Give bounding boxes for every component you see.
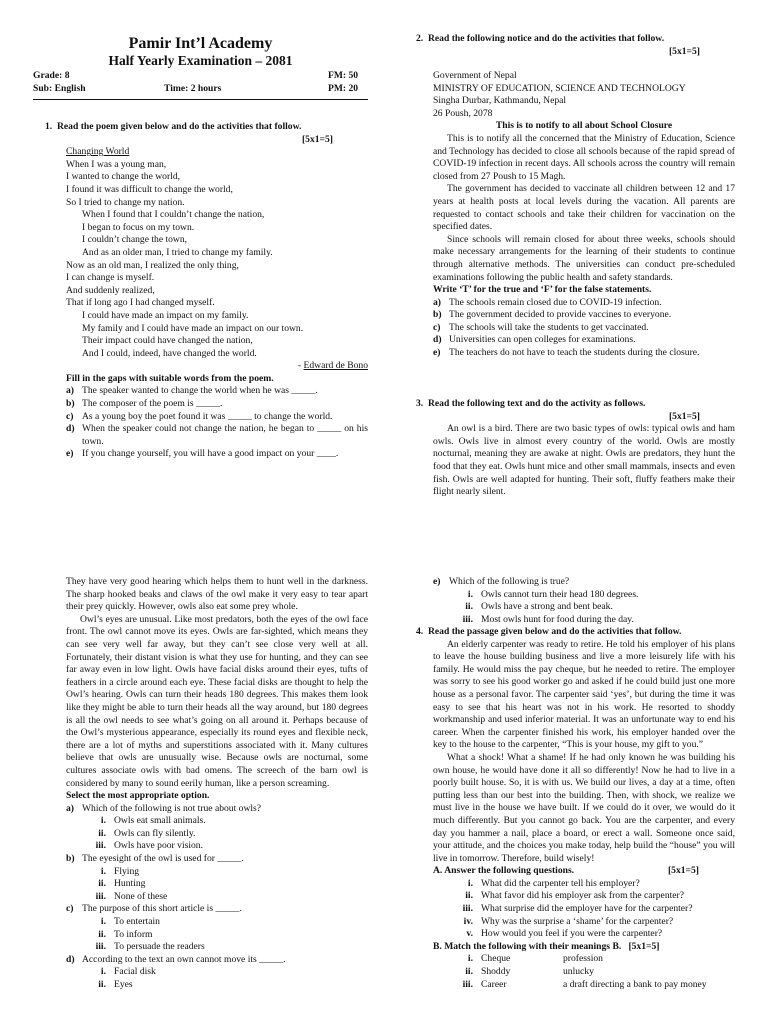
match-word: Career bbox=[481, 978, 507, 990]
option-key: i. bbox=[100, 865, 106, 877]
notice-paragraph: This is to notify all the concerned that the Ministry of Education, Science and Technology has decided to close all schools because of the rapid spread of COVID-19 infection in recent days. All schools across the country will remain closed from 27 Poush to 15 Magh. bbox=[433, 132, 735, 182]
match-row bbox=[433, 953, 735, 966]
list-item bbox=[433, 322, 735, 335]
mcq-option bbox=[66, 929, 368, 942]
poem-stanza-1 bbox=[66, 159, 368, 209]
list-item bbox=[66, 411, 368, 424]
item-text: Which of the following is true? bbox=[449, 576, 570, 587]
list-item bbox=[433, 309, 735, 322]
question-1 bbox=[45, 121, 368, 461]
q2-instruction: Read the following notice and do the activities that follow. bbox=[428, 33, 665, 44]
carpenter-paragraph: An elderly carpenter was ready to retire. He told his employer of his plans to leave the house building business and live a more leisurely life with his family. He would miss the pay cheque, but he needed to retire. The employer was sorry to see his good worker go and asked if he could build just one more house as a personal favor. The carpenter said ‘yes’, but during the time it was easy to see that his heart was not in his work. He resorted to shoddy workmanship and used inferior material. It was an unfortunate way to end his career. When the carpenter finished his work, his employer handed over the key to the house to the carpenter, “This is your house, my gift to you.” bbox=[433, 638, 735, 751]
item-text: The government decided to provide vaccines to everyone. bbox=[449, 309, 672, 321]
poem-line: I could have made an impact on my family. bbox=[82, 309, 249, 321]
poem-line: I wanted to change the world, bbox=[66, 171, 181, 183]
item-text: What surprise did the employer have for the carpenter? bbox=[481, 903, 693, 915]
option-key: iv. bbox=[463, 915, 473, 927]
item-key: b) bbox=[433, 309, 442, 321]
poem-line: Now as an old man, I realized the only thing, bbox=[66, 259, 239, 271]
question-item bbox=[433, 878, 735, 891]
mcq-option bbox=[66, 828, 368, 841]
poem-stanza-4 bbox=[66, 310, 368, 360]
match-word: Shoddy bbox=[481, 966, 511, 978]
section-a-marks: [5x1=5] bbox=[667, 865, 699, 877]
option-key: iii. bbox=[462, 978, 473, 990]
item-key: b) bbox=[66, 398, 75, 410]
item-text: The eyesight of the owl is used for _____. bbox=[82, 853, 244, 865]
item-text: How would you feel if you were the carpenter? bbox=[481, 928, 663, 940]
mcq-question bbox=[66, 853, 368, 866]
option-text: Flying bbox=[114, 865, 140, 877]
option-key: i. bbox=[100, 815, 106, 827]
question-3 bbox=[416, 398, 736, 499]
option-key: iii. bbox=[462, 903, 473, 915]
match-meaning: a draft directing a bank to pay money bbox=[563, 978, 707, 990]
section-b-heading bbox=[433, 941, 735, 954]
item-text: The composer of the poem is _____. bbox=[82, 398, 223, 410]
mcq-question bbox=[433, 576, 735, 589]
section-b-title: B. Match the following with their meanings B. bbox=[433, 940, 622, 952]
q2-number: 2. bbox=[416, 33, 424, 44]
item-text: If you change yourself, you will have a good impact on your ____. bbox=[82, 448, 339, 460]
mcq-option bbox=[433, 589, 735, 602]
poem-line: My family and I could have made an impact on our town. bbox=[82, 322, 304, 334]
gap-fill-instruction: Fill in the gaps with suitable words from the poem. bbox=[66, 372, 274, 384]
list-item bbox=[433, 347, 735, 360]
option-text: Owls cannot turn their head 180 degrees. bbox=[481, 588, 639, 600]
item-key: a) bbox=[433, 296, 441, 308]
notice-org-line: Government of Nepal bbox=[433, 70, 517, 81]
header-divider bbox=[33, 99, 368, 100]
item-text: Why was the surprise a ‘shame’ for the carpenter? bbox=[481, 915, 674, 927]
mcq-option bbox=[66, 891, 368, 904]
mcq-list bbox=[66, 803, 368, 992]
match-word: Cheque bbox=[481, 953, 511, 965]
option-text: Most owls hunt for food during the day. bbox=[481, 613, 634, 625]
question-item bbox=[433, 903, 735, 916]
item-text: According to the text an own cannot move its _____. bbox=[82, 953, 286, 965]
item-text: The speaker wanted to change the world when he was _____. bbox=[82, 385, 318, 397]
item-key: c) bbox=[66, 410, 74, 422]
option-text: To persuade the readers bbox=[114, 941, 205, 953]
full-marks: FM: 50 bbox=[328, 70, 359, 81]
option-key: i. bbox=[100, 916, 106, 928]
option-text: To entertain bbox=[114, 916, 160, 928]
mcq-question bbox=[66, 803, 368, 816]
option-key: ii. bbox=[465, 966, 473, 978]
mcq-option bbox=[66, 941, 368, 954]
option-text: Owls have poor vision. bbox=[114, 840, 203, 852]
carpenter-paragraph: What a shock! What a shame! If he had only known he was building his own house, he would have done it all so differently! Now he had to live in a poorly built house. So, it is with us. We build our lives, a day at a time, often putting less than our best into the building. Then, with shock, we realize we must live in the house we have built. If we could do it over, we would do it much differently. But you cannot go back. You are the carpenter, and every day you hammer a nail, place a board, or erect a wall. Someone once said, your attitude, and the choices you make today, help build the “house” you will live in tomorrow. Therefore, build wisely! bbox=[433, 751, 735, 864]
author-name: Edward de Bono bbox=[303, 360, 368, 372]
exam-title: Half Yearly Examination – 2081 bbox=[108, 53, 293, 68]
list-item bbox=[66, 448, 368, 461]
poem-line: When I was a young man, bbox=[66, 158, 167, 170]
subject: Sub: English bbox=[33, 83, 86, 94]
grade: Grade: 8 bbox=[33, 70, 70, 81]
option-text: None of these bbox=[114, 890, 168, 902]
mcq-option bbox=[66, 878, 368, 891]
item-text: The schools will take the students to get vaccinated. bbox=[449, 321, 649, 333]
q1-instruction: Read the poem given below and do the activities that follow. bbox=[57, 121, 302, 132]
option-key: i. bbox=[467, 953, 473, 965]
mcq-question bbox=[66, 954, 368, 967]
notice-paragraph: Since schools will remain closed for about three weeks, schools should make necessary arrangements for the learning of their students to continue through alternative methods. The universities can conduct pre-scheduled examinations following the public health and safety standards. bbox=[433, 233, 735, 283]
mcq-option bbox=[66, 815, 368, 828]
question-item bbox=[433, 890, 735, 903]
q3-number: 3. bbox=[416, 398, 424, 409]
mcq-instruction: Select the most appropriate option. bbox=[66, 790, 210, 802]
poem-line: That if long ago I had changed myself. bbox=[66, 297, 215, 309]
item-key: d) bbox=[433, 334, 442, 346]
poem-stanza-3 bbox=[66, 260, 368, 310]
item-text: Which of the following is not true about owls? bbox=[82, 802, 262, 814]
section-b-marks: [5x1=5] bbox=[628, 940, 660, 952]
list-item bbox=[433, 297, 735, 310]
poem-line: I can change is myself. bbox=[66, 272, 155, 284]
q3-item-e bbox=[433, 576, 735, 626]
pass-marks: PM: 20 bbox=[328, 83, 359, 94]
mcq-option bbox=[433, 601, 735, 614]
q3-marks: [5x1=5] bbox=[668, 410, 700, 422]
match-row bbox=[433, 966, 735, 979]
item-key: b) bbox=[66, 853, 75, 865]
item-text: The teachers do not have to teach the students during the closure. bbox=[449, 347, 700, 359]
section-a-heading bbox=[433, 865, 735, 878]
option-key: ii. bbox=[465, 601, 473, 613]
question-4 bbox=[416, 626, 736, 991]
q2-marks: [5x1=5] bbox=[668, 45, 700, 57]
option-key: iii. bbox=[95, 941, 106, 953]
mcq-option bbox=[66, 979, 368, 992]
q4-number: 4. bbox=[416, 626, 424, 637]
option-key: i. bbox=[467, 877, 473, 889]
list-item bbox=[66, 385, 368, 398]
poem-line: And I could, indeed, have changed the world. bbox=[82, 347, 257, 359]
time: Time: 2 hours bbox=[164, 83, 222, 94]
q1-marks: [5x1=5] bbox=[301, 133, 333, 145]
section-a-title: A. Answer the following questions. bbox=[433, 865, 575, 877]
owl-paragraph: They have very good hearing which helps them to hunt well in the darkness. The sharp hooked beaks and claws of the owl make it very easy to tear apart their prey quickly. However, owls also eat some prey whole. bbox=[66, 576, 368, 613]
mcq-option bbox=[66, 916, 368, 929]
true-false-instruction: Write ‘T’ for the true and ‘F’ for the false statements. bbox=[433, 284, 652, 296]
item-key: d) bbox=[66, 423, 75, 435]
option-key: ii. bbox=[98, 878, 106, 890]
item-key: c) bbox=[66, 903, 74, 915]
poem-line: So I tried to change my nation. bbox=[66, 196, 185, 208]
item-key: a) bbox=[66, 802, 74, 814]
question-item bbox=[433, 928, 735, 941]
match-row bbox=[433, 979, 735, 992]
list-item bbox=[66, 423, 368, 448]
author-dash: - bbox=[297, 360, 304, 372]
poem-title: Changing World bbox=[66, 146, 130, 158]
option-text: Owls can fly silently. bbox=[114, 827, 196, 839]
option-key: ii. bbox=[465, 890, 473, 902]
school-name: Pamir Int’l Academy bbox=[128, 35, 273, 52]
poem-line: I began to focus on my town. bbox=[82, 221, 195, 233]
poem-stanza-2 bbox=[66, 209, 368, 259]
mcq-option bbox=[66, 966, 368, 979]
poem-line: Their impact could have changed the nation, bbox=[82, 335, 253, 347]
item-key: d) bbox=[66, 953, 75, 965]
q1-number: 1. bbox=[45, 121, 53, 132]
poem-line: I found it was difficult to change the world, bbox=[66, 183, 233, 195]
mcq-option bbox=[433, 614, 735, 627]
item-text: As a young boy the poet found it was _____ to change the world. bbox=[82, 410, 333, 422]
item-text: The schools remain closed due to COVID-19 infection. bbox=[449, 296, 662, 308]
option-key: iii. bbox=[462, 613, 473, 625]
notice-org-line: MINISTRY OF EDUCATION, SCIENCE AND TECHNOLOGY bbox=[433, 82, 686, 94]
notice-title: This is to notify to all about School Closure bbox=[495, 120, 673, 132]
option-text: Facial disk bbox=[114, 966, 156, 978]
match-meaning: unlucky bbox=[563, 966, 594, 978]
item-key: c) bbox=[433, 321, 441, 333]
poem-line: And suddenly realized, bbox=[66, 284, 155, 296]
true-false-list bbox=[433, 297, 735, 360]
owl-paragraph: An owl is a bird. There are two basic types of owls: typical owls and ham owls. Owls live in almost every country of the world. Owls are mostly nocturnal, meaning they are awake at night. Owls are predators, they hunt the food that they eat. Owls hunt mice and other small mammals, insects and even fish. Owls are well adapted for hunting. Their soft, fluffy feathers make their flight nearly silent. bbox=[433, 423, 735, 498]
question-2 bbox=[416, 33, 736, 58]
item-text: What did the carpenter tell his employer? bbox=[481, 877, 640, 889]
option-key: v. bbox=[466, 928, 473, 940]
question-item bbox=[433, 916, 735, 929]
owl-text-continued bbox=[66, 576, 368, 992]
mcq-option bbox=[66, 866, 368, 879]
notice bbox=[433, 70, 735, 360]
poem-line: When I found that I couldn’t change the nation, bbox=[82, 209, 265, 221]
notice-date: 26 Poush, 2078 bbox=[433, 107, 493, 119]
list-item bbox=[66, 398, 368, 411]
poem-line: I couldn’t change the town, bbox=[82, 234, 188, 246]
option-text: Eyes bbox=[114, 979, 133, 990]
mcq-question bbox=[66, 903, 368, 916]
list-item bbox=[433, 334, 735, 347]
notice-org-line: Singha Durbar, Kathmandu, Nepal bbox=[433, 95, 567, 107]
item-text: The purpose of this short article is _____. bbox=[82, 903, 242, 915]
poem-line: And as an older man, I tried to change my family. bbox=[82, 246, 273, 258]
item-text: What favor did his employer ask from the carpenter? bbox=[481, 890, 684, 902]
option-text: Owls have a strong and bent beak. bbox=[481, 601, 613, 613]
option-key: iii. bbox=[95, 840, 106, 852]
item-text: When the speaker could not change the nation, he began to _____ on his town. bbox=[82, 423, 368, 447]
owl-paragraph: Owl’s eyes are unusual. Like most predators, both the eyes of the owl face front. The owl cannot move its eyes. Owls are far-sighted, which means they can see very well far away, but they can’t see close very well at all. Fortunately, their distant vision is what they use for hunting, and they can see far away even in low light. Owls have facial disks around their eyes, tufts of feathers in a circle around each eye. These facial disks are thought to help the Owl’s hearing. Owls can turn their heads 180 degrees. This makes them look like they might be able to turn their heads all the way around, but 180 degrees is all the owl needs to see what’s going on all around it. Perhaps because of the Owl’s mysterious appearance, especially its round eyes and flexible neck, there are a lot of myths and superstitions associated with it. Many cultures believe that owls are unusually wise. Because owls are nocturnal, some cultures associate owls with bad omens. The screech of the barn owl is considered by many to sound eerily human, like a person screaming. bbox=[66, 613, 368, 789]
item-text: Universities can open colleges for examinations. bbox=[449, 334, 636, 346]
option-text: To inform bbox=[114, 928, 153, 940]
poem-author bbox=[66, 360, 368, 373]
option-key: ii. bbox=[98, 827, 106, 839]
option-key: i. bbox=[100, 966, 106, 978]
option-key: ii. bbox=[98, 928, 106, 940]
item-key: a) bbox=[66, 385, 74, 397]
option-key: i. bbox=[467, 588, 473, 600]
notice-paragraph: The government has decided to vaccinate all children between 12 and 17 years at health posts at local levels during the vacation. All parents are requested to contact schools and take their children for vaccination on the specified dates. bbox=[433, 183, 735, 233]
item-key: e) bbox=[433, 576, 441, 587]
option-text: Owls eat small animals. bbox=[114, 815, 206, 827]
item-key: e) bbox=[66, 448, 74, 460]
option-text: Hunting bbox=[114, 878, 146, 890]
option-key: ii. bbox=[98, 979, 106, 990]
q3-instruction: Read the following text and do the activity as follows. bbox=[428, 398, 646, 409]
mcq-option bbox=[66, 840, 368, 853]
match-meaning: profession bbox=[563, 953, 603, 965]
option-key: iii. bbox=[95, 890, 106, 902]
q4-instruction: Read the passage given below and do the activities that follow. bbox=[428, 626, 682, 637]
gap-fill-list bbox=[66, 385, 368, 461]
item-key: e) bbox=[433, 347, 441, 359]
